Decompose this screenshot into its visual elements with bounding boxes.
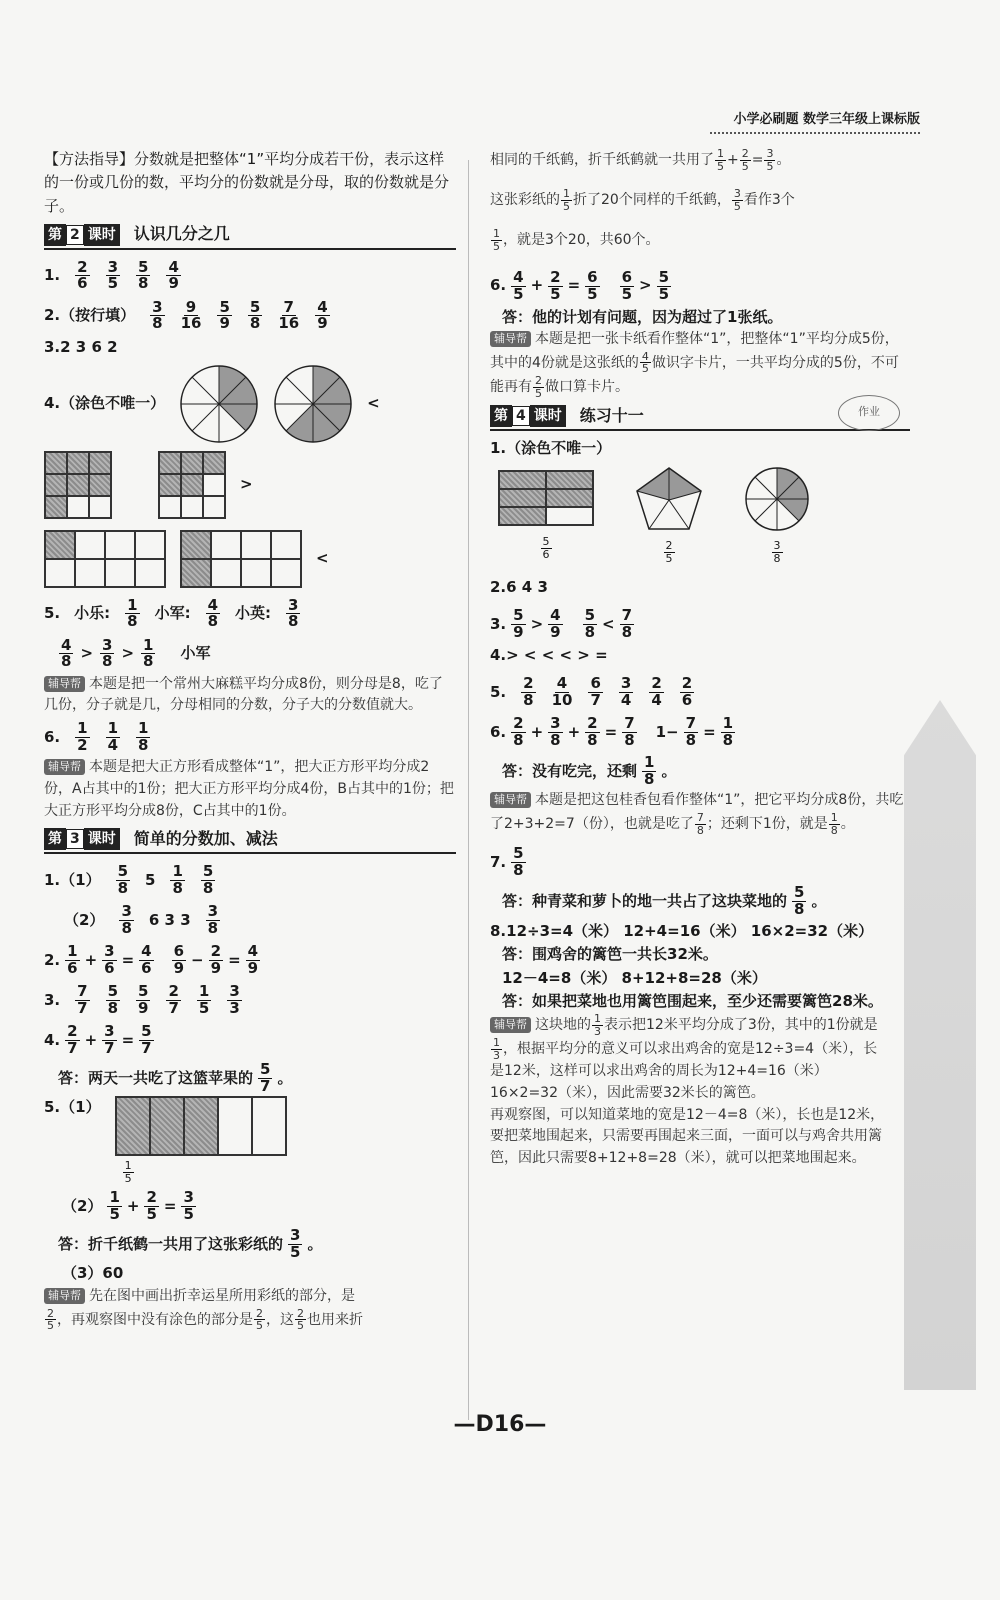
l3-q5: 5.（1） 1 5	[44, 1096, 456, 1186]
method-guide: 【方法指导】分数就是把整体“1”平均分成若干份，表示这样的一份或几份的数，平均分的份数就是分母，取的份数就是分子。	[44, 150, 450, 215]
page-number: —D16—	[453, 1412, 547, 1437]
helper-note: 辅导帮 本题是把一张卡纸看作整体“1”，把整体“1”平均分成5份，其中的4份就是这张纸的 $\frac{4}{5}$ 做识字卡片，一共平均分成的5份，不可能再有 $\frac{2}{5}$ 做口算卡片。	[490, 331, 899, 400]
helper-note: 辅导帮 先在图中画出折幸运星所用彩纸的部分，是 $\frac{2}{5}$ ，再观察图中没有涂色的部分是 $\frac{2}{5}$ ，这 $\frac{2}{5}$ 也用来折	[44, 1286, 456, 1332]
l2-q5-order: 4 8 > 3 8 > 1 8 小军	[61, 635, 211, 671]
column-divider	[468, 160, 469, 1420]
r-q8: 8.12÷3=4（米） 12+4=16（米） 16×2=32（米） 答：围鸡舍的篱笆一共长32米。 12－4=8（米） 8+12+8=28（米） 答：如果把菜地也用篱笆围起来，至少还需要篱笆28米。	[490, 922, 883, 1010]
l3-q5b: （2） 1 5 + 2 5 = 3 5	[62, 1187, 194, 1223]
l2-q4-rects	[44, 524, 456, 594]
helper-note: 辅导帮 这块地的 $\frac{1}{3}$ 表示把12米平均分成了3份，其中的1份就是 $\frac{1}{3}$ ，根据平均分的意义可以求出鸡舍的宽是12÷3=4（米），长是12米，这样可以求出鸡舍的周长为12+4=16（米）16×2=32（米），因此需要32米长的篱笆。 再观察图，可以知道菜地的宽是12－4=8（米），长也是12米，要把菜地围起来，只需要再围起来三面，一面可以与鸡舍共用篱笆，因此只需要8+12+8=28（米），就可以把菜地围起来。	[490, 1012, 885, 1167]
strip-5	[115, 1096, 287, 1156]
l2-q4-grids	[44, 446, 456, 524]
lesson-2-header	[44, 222, 456, 250]
right-column	[490, 148, 910, 1170]
grid-9	[44, 451, 112, 519]
l3-q1a: 1.（1） 5 8 5 1 8 5 8	[44, 861, 214, 897]
r-q4: 4.> < < < > =	[490, 646, 608, 665]
r-q6: 6. 4 5 + 2 5 = 6 5 6 5 > 5 5	[490, 267, 670, 303]
helper-note: 辅导帮 本题是把这包桂香包看作整体“1”，把它平均分成8份，共吃了2+3+2=7（份），也就是吃了 $\frac{7}{8}$ ；还剩下1份，就是 $\frac{1}{8}$ 。	[490, 792, 904, 837]
l2-q4-circles: 4.（涂色不唯一） <	[44, 362, 456, 446]
l2-q1: 1. 2 6 3 5 5 8 4 9	[44, 257, 179, 293]
r-ans7: 答：种青菜和萝卜的地一共占了这块菜地的 5 8 。	[502, 882, 827, 918]
r-q3: 3. 5 9 > 4 9 5 8 < 7 8	[490, 606, 633, 641]
l3-q2: 2. 1 6 + 3 6 = 4 6 6 9 − 2 9 = 4 9	[44, 941, 259, 977]
decorative-pencil	[904, 700, 976, 1390]
l3-q3: 3. 7 7 5 8 5 9 2 7 1 5 3 3	[44, 981, 240, 1017]
lesson-title: 练习十一	[579, 405, 644, 425]
pentagon-5-parts	[634, 466, 704, 532]
l3-q5c: （3）60	[62, 1264, 124, 1283]
lesson-3-header	[44, 826, 456, 854]
rect-8	[44, 530, 166, 588]
circle-8-parts	[179, 364, 259, 444]
r-ans6b: 答：没有吃完，还剩 1 8 。	[502, 753, 677, 788]
rect-8	[180, 530, 302, 588]
left-column	[44, 148, 456, 1332]
continued-note: $\frac{1}{5}$ ，就是3个20，共60个。	[493, 227, 660, 253]
r-q2: 2.6 4 3	[490, 578, 548, 597]
l3-ans5: 答：折千纸鹤一共用了这张彩纸的 3 5 。	[58, 1225, 323, 1261]
helper-note: 辅导帮 本题是把一个常州大麻糕平均分成8份，则分母是8，吃了几份，分子就是几，分母相同的分数，分子大的分数值就大。	[44, 675, 443, 714]
r-q1: 1.（涂色不唯一）	[490, 439, 612, 458]
r-q5: 5. 2 8 4 10 6 7 3 4 2 4 2 6	[490, 674, 693, 709]
r-ans6: 答：他的计划有问题，因为超过了1张纸。	[502, 308, 783, 326]
homework-badge: 作业	[838, 395, 900, 431]
l2-q6: 6. 1 2 1 4 1 8	[44, 718, 149, 754]
lesson-title: 认识几分之几	[133, 224, 230, 244]
lesson-tag: 第 2 课时	[44, 224, 120, 246]
lesson-4-header	[490, 403, 910, 431]
l3-q1b: （2） 3 8 6 3 3 3 8	[64, 901, 219, 937]
l3-q4: 4. 2 7 + 3 7 = 5 7	[44, 1021, 152, 1057]
r-q6b: 6. 2 8 + 3 8 + 2 8 = 7 8 1− $\frac{7}{8}$ = 1 8	[490, 714, 734, 749]
l2-q2: 2.（按行填） 3 8 9 16 5 9 5 8 7 16 4 9	[44, 297, 328, 333]
continued-note: 这张彩纸的 $\frac{1}{5}$ 折了20个同样的千纸鹤， $\frac{3}{5}$ 看作3个	[490, 187, 795, 213]
running-header: 小学必刷题 数学三年级上课标版	[733, 112, 920, 127]
compare-sign: <	[367, 394, 380, 413]
r-q7: 7. 5 8	[490, 843, 524, 879]
l2-q3: 3.2 3 6 2	[44, 337, 118, 356]
l2-q5: 5. 小乐: 1 8 小军: 4 8 小英: 3 8	[44, 595, 299, 631]
circle-8-parts	[744, 466, 810, 532]
compare-sign: <	[316, 549, 329, 568]
r-q1-shapes: 5 6 2 5 3 8	[490, 460, 910, 570]
continued-note: 相同的千纸鹤，折千纸鹤就一共用了 $\frac{1}{5}$ + $\frac{2}{5}$ = $\frac{3}{5}$ 。	[490, 147, 791, 173]
lesson-tag: 第 3 课时	[44, 828, 120, 850]
rect-6	[498, 470, 594, 526]
circle-8-parts	[273, 364, 353, 444]
l3-ans4: 答：两天一共吃了这篮苹果的 5 7 。	[58, 1059, 293, 1095]
header-rule	[710, 132, 920, 134]
helper-note: 辅导帮 本题是把大正方形看成整体“1”，把大正方形平均分成2份，A占其中的1份；把大正方形平均分成4份，B占其中的1份；把大正方形平均分成8份，C占其中的1份。	[44, 759, 454, 819]
lesson-tag: 第 4 课时	[490, 405, 566, 427]
grid-9	[158, 451, 226, 519]
compare-sign: >	[240, 475, 253, 494]
lesson-title: 简单的分数加、减法	[133, 828, 278, 848]
